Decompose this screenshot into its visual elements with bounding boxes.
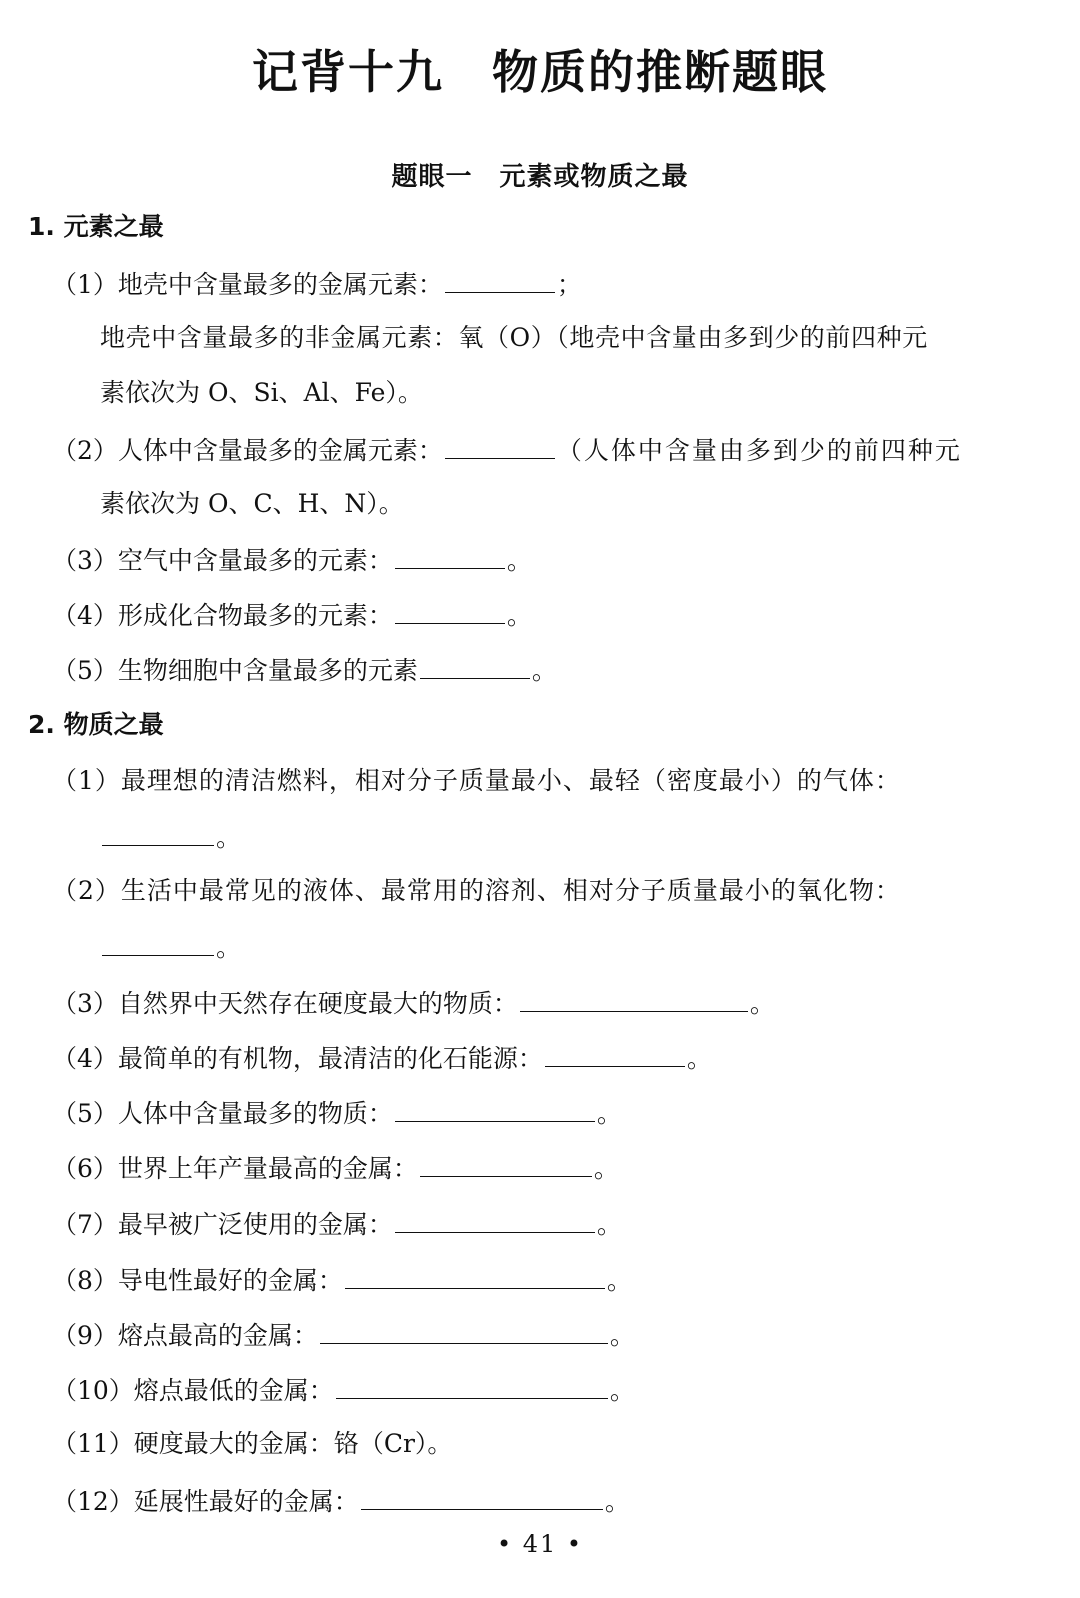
answer-blank[interactable] — [336, 1372, 608, 1399]
answer-blank[interactable] — [102, 929, 214, 956]
section-title: 题眼一 元素或物质之最 — [391, 162, 689, 192]
answer-blank[interactable] — [395, 597, 505, 624]
list-item: （8）导电性最好的金属： 。 — [52, 1262, 632, 1296]
list-item: （7）最早被广泛使用的金属： 。 — [52, 1206, 622, 1240]
answer-blank[interactable] — [445, 432, 555, 459]
list-item: （3）自然界中天然存在硬度最大的物质： 。 — [52, 985, 775, 1019]
list-item: （11）硬度最大的金属：铬（Cr）。 — [52, 1429, 453, 1458]
answer-blank[interactable] — [420, 652, 530, 679]
list-item: （2）生活中最常见的液体、最常用的溶剂、相对分子质量最小的氧化物： — [52, 876, 901, 905]
heading-substance-extremes: 2. 物质之最 — [28, 710, 164, 739]
answer-blank[interactable] — [102, 819, 214, 846]
list-item: （6）世界上年产量最高的金属： 。 — [52, 1150, 619, 1184]
list-item: （4）最简单的有机物，最清洁的化石能源： 。 — [52, 1040, 712, 1074]
heading-element-extremes: 1. 元素之最 — [28, 212, 164, 241]
page-title: 记背十九 物质的推断题眼 — [252, 45, 828, 99]
answer-blank[interactable] — [320, 1317, 608, 1344]
answer-blank[interactable] — [545, 1040, 685, 1067]
answer-blank[interactable] — [520, 985, 748, 1012]
answer-blank[interactable] — [395, 1206, 595, 1233]
page-number: • 41 • — [496, 1530, 584, 1558]
list-item: 素依次为 O、C、H、N）。 — [100, 489, 404, 518]
list-item: （4）形成化合物最多的元素： 。 — [52, 597, 532, 631]
answer-blank[interactable] — [445, 266, 555, 293]
answer-blank[interactable] — [395, 1095, 595, 1122]
list-item: （5）生物细胞中含量最多的元素 。 — [52, 652, 557, 686]
list-item: 。 — [100, 929, 241, 963]
list-item: 地壳中含量最多的非金属元素：氧（O）（地壳中含量由多到少的前四种元 — [100, 323, 928, 352]
list-item: （1）最理想的清洁燃料，相对分子质量最小、最轻（密度最小）的气体： — [52, 766, 901, 795]
answer-blank[interactable] — [420, 1150, 592, 1177]
list-item: （3）空气中含量最多的元素： 。 — [52, 542, 532, 576]
list-item: （2）人体中含量最多的金属元素： （人体中含量由多到少的前四种元 — [52, 432, 962, 466]
list-item: （9）熔点最高的金属： 。 — [52, 1317, 635, 1351]
list-item: （1）地壳中含量最多的金属元素： ； — [52, 266, 582, 300]
list-item: （10）熔点最低的金属： 。 — [52, 1372, 635, 1406]
list-item: 。 — [100, 819, 241, 853]
answer-blank[interactable] — [361, 1483, 603, 1510]
list-item: 素依次为 O、Si、Al、Fe）。 — [100, 378, 423, 407]
list-item: （12）延展性最好的金属： 。 — [52, 1483, 630, 1517]
answer-blank[interactable] — [345, 1262, 605, 1289]
list-item: （5）人体中含量最多的物质： 。 — [52, 1095, 622, 1129]
answer-blank[interactable] — [395, 542, 505, 569]
